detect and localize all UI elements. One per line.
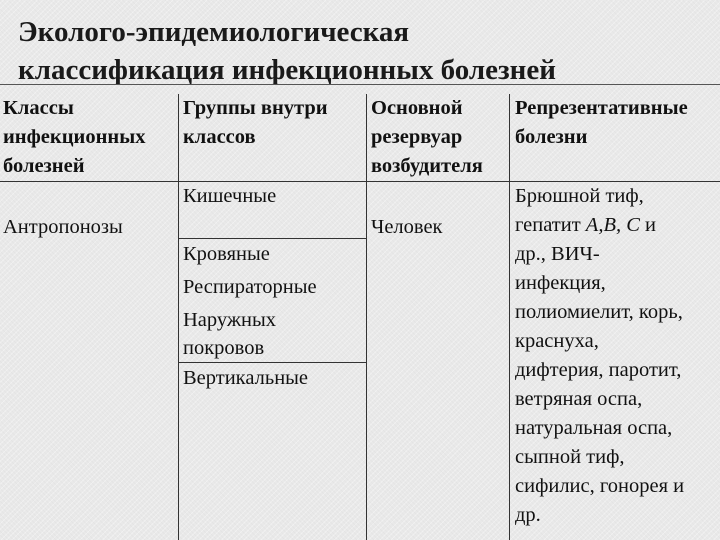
- diseases-line: сыпной тиф,: [515, 446, 625, 468]
- header-divider: [0, 181, 720, 182]
- header-classes-line: Классы: [3, 97, 74, 119]
- diseases-text: и: [639, 214, 656, 236]
- header-reservoir-line: возбудителя: [371, 155, 483, 177]
- diseases-line: сифилис, гонорея и: [515, 475, 685, 497]
- diseases-line: полиомиелит, корь,: [515, 301, 683, 323]
- group-blood: Кровяные: [183, 243, 270, 265]
- group-skin-line: Наружных: [183, 309, 277, 331]
- group-skin: [180, 306, 366, 362]
- column-divider: [178, 94, 179, 540]
- group-divider: [178, 238, 367, 239]
- diseases-line: ветряная оспа,: [515, 388, 643, 410]
- header-diseases: [512, 94, 720, 152]
- header-reservoir: [368, 94, 508, 181]
- group-skin-line: покровов: [183, 337, 265, 359]
- header-classes: [0, 94, 178, 181]
- title-underline: [0, 84, 720, 85]
- column-divider: [366, 94, 367, 540]
- diseases-line: др.: [515, 504, 541, 526]
- group-intestinal: Кишечные: [183, 185, 277, 207]
- header-classes-line: болезней: [3, 155, 85, 177]
- header-groups-line: классов: [183, 126, 256, 148]
- column-divider: [509, 94, 510, 540]
- diseases-line: др., ВИЧ-: [515, 243, 600, 265]
- header-reservoir-line: резервуар: [371, 126, 463, 148]
- diseases-line: инфекция,: [515, 272, 606, 294]
- diseases-line: краснуха,: [515, 330, 599, 352]
- group-vertical: Вертикальные: [183, 367, 309, 389]
- header-groups-line: Группы внутри: [183, 97, 328, 119]
- header-classes-line: инфекционных: [3, 126, 146, 148]
- title-line-2: классификация инфекционных болезней: [18, 54, 556, 86]
- group-divider: [178, 362, 367, 363]
- diseases-line: Брюшной тиф,: [515, 185, 644, 207]
- diseases-line: дифтерия, паротит,: [515, 359, 682, 381]
- diseases-line: натуральная оспа,: [515, 417, 673, 439]
- header-reservoir-line: Основной: [371, 97, 463, 119]
- classification-table: [0, 94, 720, 540]
- class-cell: Антропонозы: [3, 216, 123, 238]
- diseases-line: [515, 211, 720, 240]
- diseases-italic-text: А,В, С: [585, 214, 640, 236]
- header-diseases-line: болезни: [515, 126, 588, 148]
- header-diseases-line: Репрезентативные: [515, 97, 688, 119]
- title-line-1: Эколого-эпидемиологическая: [18, 16, 410, 48]
- group-respiratory: Респираторные: [183, 276, 317, 298]
- header-groups: [180, 94, 366, 152]
- diseases-text: гепатит: [515, 214, 586, 236]
- reservoir-cell: Человек: [371, 216, 443, 238]
- diseases-cell: [512, 182, 720, 530]
- slide-title: [18, 13, 708, 89]
